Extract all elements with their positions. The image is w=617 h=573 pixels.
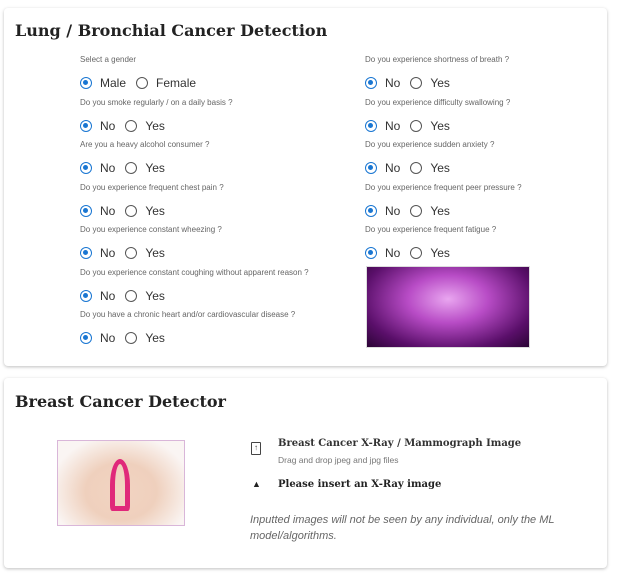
radio-label: Yes <box>430 246 450 260</box>
radio-label: Female <box>156 76 197 90</box>
question-group <box>365 224 496 261</box>
radio-label: No <box>100 288 116 303</box>
radio-label: Yes <box>430 203 450 218</box>
question-label: Do you have a chronic heart and/or cardiovascular disease ? <box>80 310 296 319</box>
radio-option-yes[interactable] <box>125 161 165 175</box>
pink-ribbon-image <box>57 440 185 526</box>
radio-button[interactable] <box>365 162 377 174</box>
radio-button[interactable] <box>80 290 92 302</box>
warning-icon: ▲ <box>252 479 261 489</box>
breast-card-title: Breast Cancer Detector <box>15 392 226 411</box>
radio-button[interactable] <box>136 77 148 89</box>
radio-option-no[interactable] <box>80 119 115 133</box>
lung-card-title: Lung / Bronchial Cancer Detection <box>15 21 328 40</box>
radio-label: No <box>385 76 401 90</box>
radio-option-no[interactable] <box>365 161 400 175</box>
radio-group <box>80 288 309 304</box>
radio-group <box>365 245 496 261</box>
radio-option-no[interactable] <box>365 246 400 260</box>
question-group <box>80 267 309 304</box>
question-group <box>80 309 295 346</box>
radio-button[interactable] <box>365 247 377 259</box>
radio-label: Male <box>100 76 127 90</box>
radio-option-no[interactable] <box>80 289 115 303</box>
radio-label: Yes <box>145 203 165 218</box>
radio-option-yes[interactable] <box>410 246 450 260</box>
question-group <box>80 54 206 91</box>
radio-label: No <box>100 203 116 218</box>
radio-label: No <box>100 331 116 345</box>
radio-option-no[interactable] <box>80 161 115 175</box>
radio-option-no[interactable] <box>365 76 400 90</box>
question-group <box>365 139 494 176</box>
radio-group <box>80 203 224 219</box>
question-label: Do you experience constant coughing without apparent reason ? <box>80 267 309 277</box>
radio-button[interactable] <box>125 247 137 259</box>
radio-group <box>365 160 494 176</box>
question-label: Do you experience constant wheezing ? <box>80 225 222 234</box>
radio-label: No <box>385 246 401 260</box>
radio-button[interactable] <box>125 205 137 217</box>
file-upload-icon[interactable]: ↑ <box>251 442 261 455</box>
radio-label: No <box>385 161 401 175</box>
radio-button[interactable] <box>410 205 422 217</box>
radio-button[interactable] <box>80 332 92 344</box>
radio-option-yes[interactable] <box>410 119 450 133</box>
question-label: Select a gender <box>80 55 137 64</box>
radio-option-no[interactable] <box>365 204 400 218</box>
question-group <box>80 139 209 176</box>
privacy-note: Inputted images will not be seen by any individual, only the ML model/algorithms. <box>250 514 555 542</box>
radio-label: Yes <box>145 288 165 303</box>
question-label: Do you experience difficulty swallowing ? <box>365 97 511 107</box>
question-group <box>365 54 509 91</box>
radio-label: No <box>100 246 116 260</box>
radio-group <box>365 75 509 91</box>
radio-label: Yes <box>145 161 165 175</box>
radio-button[interactable] <box>125 162 137 174</box>
question-group <box>365 97 510 134</box>
radio-button[interactable] <box>410 247 422 259</box>
radio-option-yes[interactable] <box>125 119 165 133</box>
lung-cancer-card <box>4 8 607 366</box>
radio-button[interactable] <box>410 120 422 132</box>
radio-group <box>80 75 206 91</box>
radio-label: Yes <box>145 118 165 133</box>
radio-button[interactable] <box>410 77 422 89</box>
radio-label: No <box>385 118 401 133</box>
radio-button[interactable] <box>125 120 137 132</box>
radio-label: Yes <box>430 161 450 175</box>
question-group <box>80 224 222 261</box>
question-group <box>80 97 233 134</box>
breast-cancer-card <box>4 378 607 568</box>
upload-title[interactable]: Breast Cancer X-Ray / Mammograph Image <box>278 438 522 449</box>
radio-option-yes[interactable] <box>410 161 450 175</box>
radio-button[interactable] <box>80 77 92 89</box>
radio-button[interactable] <box>80 205 92 217</box>
radio-group <box>80 118 233 134</box>
radio-button[interactable] <box>80 120 92 132</box>
radio-option-no[interactable] <box>80 331 115 345</box>
radio-option-yes[interactable] <box>125 246 165 260</box>
radio-option-yes[interactable] <box>125 331 165 345</box>
radio-label: Yes <box>430 118 450 133</box>
radio-button[interactable] <box>125 332 137 344</box>
radio-group <box>80 160 209 176</box>
radio-label: No <box>385 203 401 218</box>
question-label: Do you experience shortness of breath ? <box>365 55 510 64</box>
radio-option-male[interactable] <box>80 76 126 90</box>
radio-button[interactable] <box>80 162 92 174</box>
radio-option-yes[interactable] <box>125 289 165 303</box>
question-label: Do you experience frequent peer pressure ? <box>365 182 522 192</box>
radio-label: Yes <box>145 246 165 260</box>
radio-option-yes[interactable] <box>125 204 165 218</box>
radio-option-yes[interactable] <box>410 76 450 90</box>
radio-button[interactable] <box>365 77 377 89</box>
radio-option-yes[interactable] <box>410 204 450 218</box>
lungs-image <box>366 266 530 348</box>
radio-label: Yes <box>145 331 165 345</box>
question-label: Do you experience frequent fatigue ? <box>365 225 497 234</box>
radio-label: No <box>100 118 116 133</box>
radio-group <box>365 203 522 219</box>
radio-option-no[interactable] <box>80 246 115 260</box>
radio-option-no[interactable] <box>365 119 400 133</box>
radio-label: Yes <box>430 76 450 90</box>
radio-label: No <box>100 161 116 175</box>
radio-group <box>80 330 295 346</box>
question-label: Are you a heavy alcohol consumer ? <box>80 140 210 149</box>
radio-button[interactable] <box>365 205 377 217</box>
radio-button[interactable] <box>365 120 377 132</box>
warning-message: Please insert an X-Ray image <box>278 479 442 490</box>
radio-button[interactable] <box>80 247 92 259</box>
question-label: Do you smoke regularly / on a daily basis ? <box>80 97 233 107</box>
upload-subtitle: Drag and drop jpeg and jpg files <box>278 455 399 465</box>
question-label: Do you experience sudden anxiety ? <box>365 140 495 149</box>
radio-group <box>365 118 510 134</box>
radio-group <box>80 245 222 261</box>
question-group <box>80 182 224 219</box>
radio-option-female[interactable] <box>136 76 196 90</box>
question-label: Do you experience frequent chest pain ? <box>80 182 224 192</box>
radio-button[interactable] <box>410 162 422 174</box>
radio-button[interactable] <box>125 290 137 302</box>
radio-option-no[interactable] <box>80 204 115 218</box>
question-group <box>365 182 522 219</box>
